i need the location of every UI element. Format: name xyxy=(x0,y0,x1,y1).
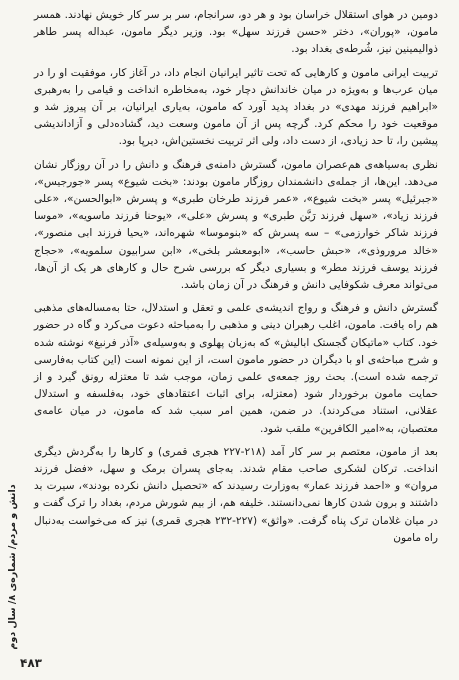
paragraph-1: دومین در هوای استقلال خراسان بود و هر دو، سرانجام، سر بر سر کار خویش نهادند. همسر مامون، «پوران»، دختر «حسن فرزند سهل» بود. وزیر دیگر مامون، عبداله پسر طاهر ذوالیمینین نیز، شُرطه‌ی بغداد بود. xyxy=(34,9,438,56)
paragraph-5: بعد از مامون، معتصم بر سر کار آمد (۲۱۸-۲۲۷ هجری قمری) و کارها را به‌گردش دیگری انداخت. ترکان لشکری صاحب مقام شدند. به‌جای پسران برمک و سهل، «فضل فرزند مروان» و «احمد فرزند عمار» به‌وزارت رسیدند که «تحصیل دانش نکرده بودند»، سیرت بد داشتند و برون شدن کارها نمی‌دانستند. خلیفه هم، از بیم شورش مردم، بغداد را ترک گفت و در میان غلامان ترک پناه گرفت. «واثق» (۲۲۷-۲۳۲ هجری قمری) نیز که می‌خواست به‌دنبال راه مامون xyxy=(34,445,439,544)
paragraph-2: تربیت ایرانی مامون و کارهایی که تحت تاثیر ایرانیان انجام داد، در آغاز کار، موفقیت او را در میان عرب‌ها و به‌ویژه در میان خاندانش دچار خود، به‌مخاطره انداخت و قیامی را به‌رهبری «ابراهیم فرزند مهدی» در بغداد پدید آورد که مامون، به‌یاری ایرانیان، بر آن پیروز شد و موقعیت خود را محکم کرد. گرچه پس از آن مامون وسعت دید، گشاده‌دلی و آزاداندیشی پیشین را، تا حد زیادی، از دست داد، ولی اثر تربیت نخستین‌اش، دیرپا بود. xyxy=(34,66,438,148)
article-body xyxy=(34,7,438,547)
paragraph-3: نظری به‌سیاهه‌ی هم‌عصران مامون، گسترش دامنه‌ی فرهنگ و دانش را در آن روزگار نشان می‌دهد. این‌ها، از جمله‌ی دانشمندان روزگار مامون بودند: «بخت شیوع» پسر «جورجیس»، «جبرئیل» پسر «بخت شیوع»، «عمر فرزند طرخان طبری» و پسرش «ابوالحسن»، «علی فرزند زیاد»، «سهل فرزند رَبَّن طبری» و پسرش «علی»، «یوحنا فرزند ماسویه»، «موسا فرزند شاکر خوارزمی» – سه پسرش که «بنوموسا» شهره‌اند، «یحیا فرزند ابی منصور»، «خالد مروروذی»، «حبش حاسب»، «ابومعشر بلخی»، «ابن سرابیون سلمویه»، «حجاج فرزند یوسف فرزند مطر» و بسیاری دیگر که بررسی شرح حال و کارهای هر یک از آن‌ها، می‌تواند معرف شکوفایی دانش و فرهنگ در آن زمان باشد. xyxy=(34,158,438,292)
running-header: دانش و مردم/ شماره‌ی ۸/ سال دوم xyxy=(7,484,18,650)
paragraph-4: گسترش دانش و فرهنگ و رواج اندیشه‌ی علمی و تعقل و استدلال، حتا به‌مساله‌های مذهبی هم راه یافت. مامون، اغلب رهبران دینی و مذهبی را به‌مباحثه دعوت می‌کرد و گاه در حضور خود. کتاب «ماتیکان گجستک ابالیش» که به‌زبان پهلوی و به‌وسیله‌ی «آذر فرنبغ» نوشته شده و شرح مباحثه‌ی او با دیگران در حضور مامون است، از این نمونه است (این کتاب به‌فارسی ترجمه شده است). بحث روز جمعه‌ی علمی زمان، موجب شد تا معتزله رونق گیرد و از حمایت مامون برخوردار شود (معتزله، برای اثبات اعتقادهای خود، به‌فلسفه و استدلال عقلانی، استناد می‌کردند). در ضمن، همین امر سبب شد که مامون، در میان عامه‌ی معتصبان، به‌«امیر الکافرین» ملقب شود. xyxy=(34,302,438,435)
page-number: ۴۸۳ xyxy=(20,656,42,670)
